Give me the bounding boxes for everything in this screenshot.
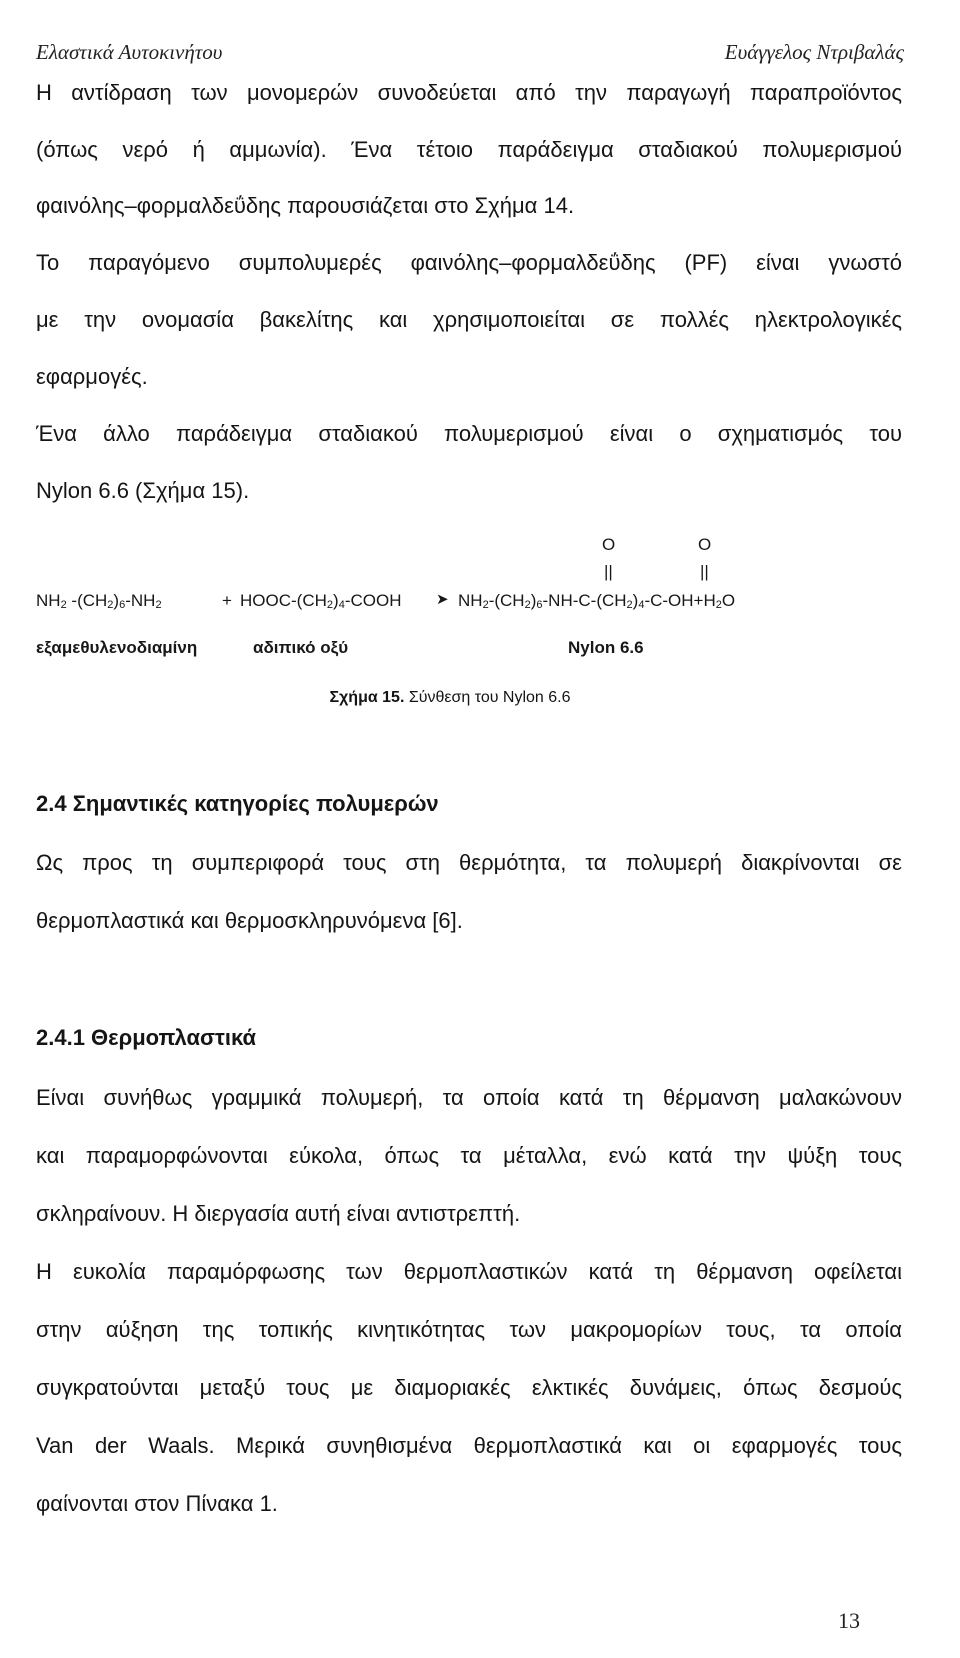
reactant-adipic-acid: HOOC-$(CH_2)_4$-COOH (240, 591, 402, 611)
section-2-4-1-line-1: Είναι συνήθως γραμμικά πολυμερή, τα οποία κατά τη θέρμανση μαλακώνουν (36, 1085, 902, 1110)
section-2-4-1-line-7: Van der Waals. Μερικά συνηθισμένα θερμοπλαστικά και οι εφαρμογές τους (36, 1433, 902, 1458)
label-hexamethylenediamine: εξαμεθυλενοδιαμίνη (36, 638, 198, 657)
caption-text: Σύνθεση του Nylon 6.6 (404, 689, 571, 706)
page-number: 13 (838, 1608, 860, 1633)
intro-line-6: εφαρμογές. (36, 364, 148, 389)
caption-label: Σχήμα 15. (329, 689, 405, 706)
section-2-4-1-line-5: στην αύξηση της τοπικής κινητικότητας των μακρομορίων τους, τα οποία (36, 1317, 902, 1342)
reactant-hexamethylenediamine: $NH_2$ $-(CH_2)_6-NH_2$ (36, 591, 162, 611)
label-nylon: Nylon 6.6 (568, 638, 644, 657)
arrow-icon: ➤ (436, 591, 449, 608)
label-adipic-acid: αδιπικό οξύ (253, 638, 349, 657)
intro-line-5: με την ονομασία βακελίτης και χρησιμοποιείται σε πολλές ηλεκτρολογικές (36, 307, 902, 332)
carbonyl-oxygen-1: O (602, 535, 616, 554)
section-2-4-line-1: Ως προς τη συμπεριφορά τους στη θερμότητα, τα πολυμερή διακρίνονται σε (36, 850, 902, 875)
product-nylon: $NH_2-(CH_2)_6-NH-C-(CH_2)_4-C-OH+H_2O$ (458, 591, 736, 611)
intro-line-3: φαινόλης–φορμαλδεΰδης παρουσιάζεται στο Σχήμα 14. (36, 193, 575, 218)
carbonyl-oxygen-2: O (698, 535, 712, 554)
section-2-4-1-line-4: Η ευκολία παραμόρφωσης των θερμοπλαστικών κατά τη θέρμανση οφείλεται (36, 1259, 902, 1284)
header-author: Ευάγγελος Ντριβαλάς (724, 40, 904, 64)
double-bond-2: || (700, 562, 709, 581)
section-2-4-1-line-6: συγκρατούνται μεταξύ τους με διαμοριακές ελκτικές δυνάμεις, όπως δεσμούς (36, 1375, 902, 1400)
header-book-title: Ελαστικά Αυτοκινήτου (36, 40, 223, 64)
section-2-4-1-line-2: και παραμορφώνονται εύκολα, όπως τα μέταλλα, ενώ κατά την ψύξη τους (36, 1143, 902, 1168)
intro-line-1: Η αντίδραση των μονομερών συνοδεύεται από την παραγωγή παραπροϊόντος (36, 80, 902, 105)
intro-line-4: Το παραγόμενο συμπολυμερές φαινόλης–φορμαλδεΰδης (PF) είναι γνωστό (36, 250, 902, 275)
intro-line-7: Ένα άλλο παράδειγμα σταδιακού πολυμερισμού είναι ο σχηματισμός του (36, 421, 902, 446)
section-2-4-1-line-3: σκληραίνουν. Η διεργασία αυτή είναι αντιστρεπτή. (36, 1201, 521, 1226)
section-2-4-1-line-8: φαίνονται στον Πίνακα 1. (36, 1491, 278, 1516)
section-2-4-1-heading: 2.4.1 Θερμοπλαστικά (36, 1025, 257, 1050)
plus-sign: + (222, 591, 232, 610)
double-bond-1: || (604, 562, 613, 581)
figure-caption (0, 689, 960, 707)
intro-line-8: Nylon 6.6 (Σχήμα 15). (36, 478, 250, 503)
section-2-4-line-2: θερμοπλαστικά και θερμοσκληρυνόμενα [6]. (36, 908, 463, 933)
intro-line-2: (όπως νερό ή αμμωνία). Ένα τέτοιο παράδειγμα σταδιακού πολυμερισμού (36, 137, 902, 162)
section-2-4-heading: 2.4 Σημαντικές κατηγορίες πολυμερών (36, 791, 439, 816)
